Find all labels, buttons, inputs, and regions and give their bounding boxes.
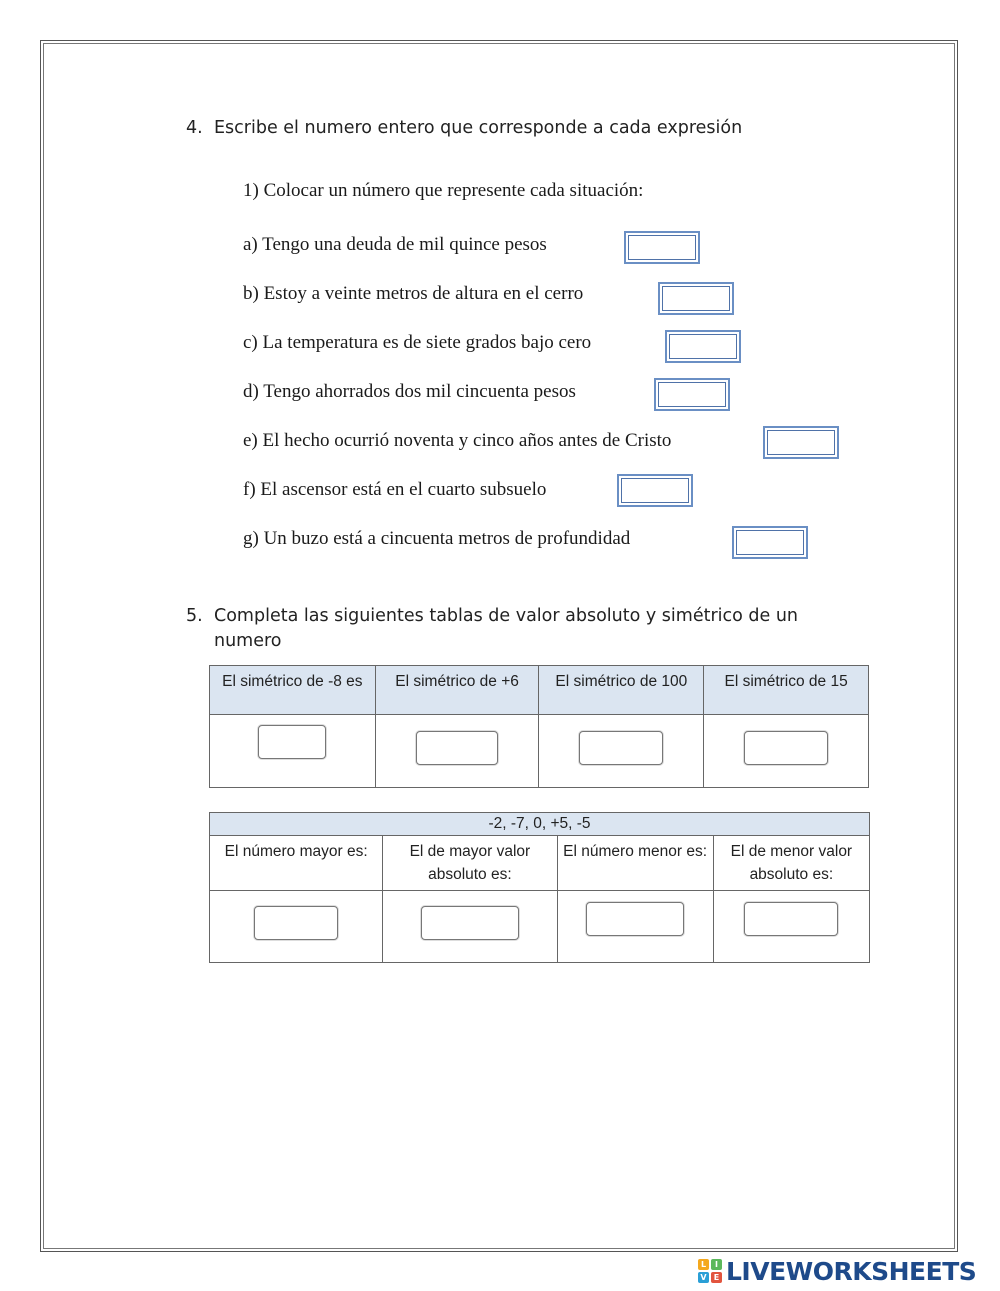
answer-input-a[interactable] — [624, 231, 700, 264]
absolute-value-table — [209, 812, 870, 963]
symmetric-input-2[interactable] — [416, 731, 498, 765]
number-set: -2, -7, 0, +5, -5 — [210, 813, 870, 836]
situation-item-b: b) Estoy a veinte metros de altura en el cerro — [243, 283, 584, 304]
symmetric-header-2: El simétrico de +6 — [375, 666, 539, 715]
symmetric-cell-3 — [539, 715, 704, 788]
absolute-cell-1 — [210, 891, 383, 963]
absolute-cell-3 — [557, 891, 713, 963]
symmetric-input-3[interactable] — [579, 731, 663, 765]
symmetric-input-4[interactable] — [744, 731, 828, 765]
symmetric-cell-1 — [210, 715, 376, 788]
question-4-text: Escribe el numero entero que corresponde a cada expresión — [214, 118, 743, 138]
answer-input-g[interactable] — [732, 526, 808, 559]
absolute-input-2[interactable] — [421, 906, 519, 940]
symmetric-table — [209, 665, 869, 788]
symmetric-cell-4 — [704, 715, 869, 788]
question-5-title — [186, 604, 876, 654]
absolute-header-2: El de mayor valor absoluto es: — [383, 836, 557, 891]
absolute-header-3: El número menor es: — [557, 836, 713, 891]
absolute-input-1[interactable] — [254, 906, 338, 940]
absolute-cell-4 — [713, 891, 869, 963]
logo-text: LIVEWORKSHEETS — [726, 1256, 977, 1286]
answer-input-e[interactable] — [763, 426, 839, 459]
situation-item-d: d) Tengo ahorrados dos mil cincuenta pesos — [243, 381, 576, 402]
question-5-number: 5. — [186, 606, 203, 626]
symmetric-input-1[interactable] — [258, 725, 326, 759]
question-4-number: 4. — [186, 118, 203, 138]
answer-input-f[interactable] — [617, 474, 693, 507]
logo-blocks-icon — [698, 1259, 722, 1283]
logo-block-l: L — [698, 1259, 709, 1270]
symmetric-cell-2 — [375, 715, 539, 788]
answer-input-d[interactable] — [654, 378, 730, 411]
question-5-text: Completa las siguientes tablas de valor absoluto y simétrico de un numero — [214, 606, 799, 651]
answer-input-b[interactable] — [658, 282, 734, 315]
situation-item-a: a) Tengo una deuda de mil quince pesos — [243, 234, 547, 255]
symmetric-header-1: El simétrico de -8 es — [210, 666, 376, 715]
logo-block-v: V — [698, 1272, 709, 1283]
situation-item-c: c) La temperatura es de siete grados bajo cero — [243, 332, 592, 353]
absolute-input-3[interactable] — [586, 902, 684, 936]
logo-block-e: E — [711, 1272, 722, 1283]
situation-item-f: f) El ascensor está en el cuarto subsuelo — [243, 479, 547, 500]
answer-input-c[interactable] — [665, 330, 741, 363]
liveworksheets-logo — [698, 1256, 976, 1286]
situations-subheading: 1) Colocar un número que represente cada situación: — [243, 180, 644, 201]
situation-item-e: e) El hecho ocurrió noventa y cinco años antes de Cristo — [243, 430, 672, 451]
absolute-cell-2 — [383, 891, 557, 963]
absolute-header-4: El de menor valor absoluto es: — [713, 836, 869, 891]
situation-item-g: g) Un buzo está a cincuenta metros de profundidad — [243, 528, 631, 549]
absolute-input-4[interactable] — [744, 902, 838, 936]
logo-block-i: I — [711, 1259, 722, 1270]
symmetric-header-3: El simétrico de 100 — [539, 666, 704, 715]
absolute-header-1: El número mayor es: — [210, 836, 383, 891]
question-4-title — [186, 116, 742, 141]
symmetric-header-4: El simétrico de 15 — [704, 666, 869, 715]
